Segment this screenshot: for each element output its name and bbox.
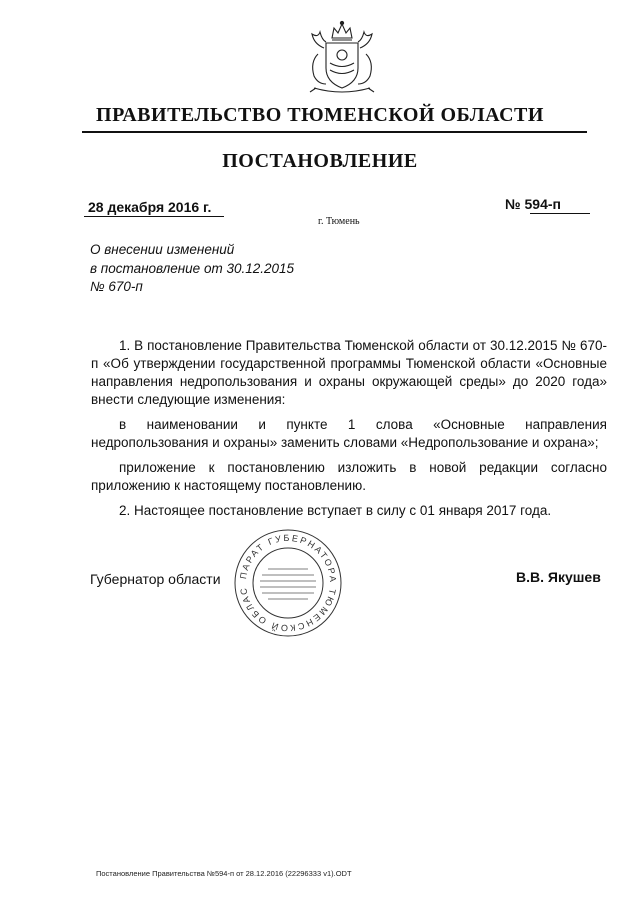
body-paragraph: 1. В постановление Правительства Тюменской области от 30.12.2015 № 670-п «Об утверждении государственной программы Тюменской области «Основные направления недропользования и охраны окружающей среды» до 2020 года» внести следующие изменения:: [91, 338, 607, 407]
government-title: ПРАВИТЕЛЬСТВО ТЮМЕНСКОЙ ОБЛАСТИ: [96, 104, 544, 126]
subject-line: О внесении изменений: [90, 242, 235, 257]
date-underline: [84, 216, 224, 217]
body-paragraph: в наименовании и пункте 1 слова «Основные направления недропользования и охраны» заменить словами «Недропользование и охрана»;: [91, 417, 607, 450]
body-paragraph: 2. Настоящее постановление вступает в силу с 01 января 2017 года.: [119, 503, 552, 518]
official-stamp-icon: [232, 527, 344, 639]
subject-line: в постановление от 30.12.2015: [90, 260, 295, 276]
number-underline: [530, 213, 590, 214]
coat-of-arms-icon: [296, 18, 388, 100]
document-subject: [90, 241, 294, 297]
document-number: № 594-п: [505, 196, 561, 212]
stamp-ring-text: ПАРАТ ГУБЕРНАТОРА ТЮМЕНСКОЙ ОБЛАС: [238, 532, 339, 634]
document-body: [91, 337, 607, 527]
document-city: г. Тюмень: [318, 216, 360, 227]
signatory-name: В.В. Якушев: [516, 569, 601, 585]
signatory-position: Губернатор области: [90, 571, 221, 587]
document-type: ПОСТАНОВЛЕНИЕ: [222, 150, 418, 172]
document-date: 28 декабря 2016 г.: [88, 199, 212, 215]
file-footer: Постановление Правительства №594-п от 28.12.2016 (22296333 v1).ODT: [96, 869, 352, 878]
subject-line: № 670-п: [90, 279, 143, 294]
body-paragraph: приложение к постановлению изложить в новой редакции согласно приложению к настоящему постановлению.: [91, 460, 607, 493]
title-divider: [82, 131, 587, 133]
